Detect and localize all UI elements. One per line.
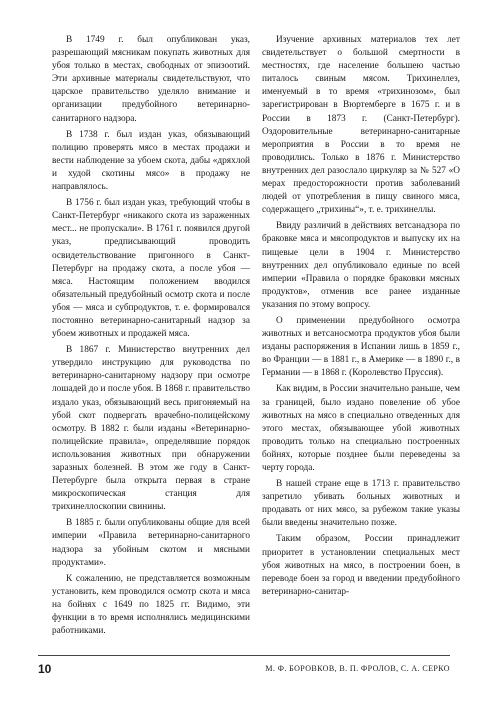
paragraph: В 1867 г. Министерство внутренних дел утвердило инструкцию для руководства по ветеринарно-санитарному надзору при осмотре лошадей до и после убоя. В 1868 г. правительство издало указ, обязывающий весь пригоняемый на убой скот подвергать врачебно-полицейскому осмотру. В 1882 г. были изданы «Ветеринарно-полицейские правила», определявшие порядок использования животных при обнаружении заразных болезней. В этом же году в Санкт-Петербурге была открыта первая в стране микроскопическая станция для трихинеллоскопии свинины. xyxy=(52,345,250,513)
paragraph: В 1756 г. был издан указ, требующий чтобы в Санкт-Петербург «никакого скота из зараженных мест... не пропускали». В 1761 г. появился другой указ, предписывающий проводить освидетельствование пригонного в Санкт-Петербург на продажу скота, а после убоя — мяса. Настоящим положением вводился обязательный предубойный осмотр скота и после убоя — мяса и субпродуктов, т. е. формировался постоянно ветеринарно-санитарный надзор за убоем животных и продажей мяса. xyxy=(52,198,250,340)
page-number: 10 xyxy=(38,662,52,676)
paragraph: К сожалению, не представляется возможным установить, кем проводился осмотр скота и мяса на бойнях с 1649 по 1825 гг. Видимо, эти функции в то время исполнялись медицинскими работниками. xyxy=(52,573,250,637)
paragraph: В 1885 г. были опубликованы общие для всей империи «Правила ветеринарно-санитарного надзора за убойным скотом и мясными продуктами». xyxy=(52,518,250,568)
right-column xyxy=(262,34,460,599)
running-head-authors: М. Ф. БОРОВКОВ, В. П. ФРОЛОВ, С. А. СЕРКО xyxy=(265,664,450,673)
page-footer xyxy=(38,655,450,676)
paragraph: О применении предубойного осмотра животных и ветсаносмотра продуктов убоя были изданы распоряжения в Испании лишь в 1859 г., во Франции — в 1881 г., в Америке — в 1890 г., в Германии — в 1868 г. (Королевство Пруссия). xyxy=(262,315,460,379)
paragraph: Изучение архивных материалов тех лет свидетельствует о большой смертности в местностях, где население большею частью питалось свиным мясом. Трихинеллез, именуемый в то время «трихинозом», был зарегистрирован в Вюртемберге в 1675 г. и в России в 1873 г. (Санкт-Петербург). Оздоровительные ветеринарно-санитарные мероприятия в России в то время не проводились. Только в 1876 г. Министерство внутренних дел разослало циркуляр за № 527 «О мерах предосторожности против заболеваний людей от употребления в пищу свиного мяса, содержащего „трихины“», т. е. трихинеллы. xyxy=(262,35,460,216)
paragraph: Ввиду различий в действиях ветсанадзора по браковке мяса и мясопродуктов и выпуску их на пищевые цели в 1904 г. Министерство внутренних дел опубликовало единые по всей империи «Правила о порядке браковки мясных продуктов», отменив все ранее изданные указания по этому вопросу. xyxy=(262,221,460,310)
paragraph: В 1738 г. был издан указ, обязывающий полицию проверять мясо в местах продажи и вести наблюдение за убоем скота, дабы «дряхлой и худой скотины мясо» в продажу не направлялось. xyxy=(52,129,250,193)
paragraph: В 1749 г. был опубликован указ, разрешающий мясникам покупать животных для убоя только в местах, свободных от эпизоотий. Эти архивные материалы свидетельствуют, что царское правительство уделяло внимание и организации предубойного ветеринарно-санитарного надзора. xyxy=(52,35,250,124)
paragraph: В нашей стране еще в 1713 г. правительство запретило убивать больных животных и продавать от них мясо, за рубежом такие указы были введены значительно позже. xyxy=(262,479,460,529)
left-column xyxy=(52,34,250,638)
paragraph: Как видим, в России значительно раньше, чем за границей, было издано повеление об убое животных на мясо в специально отведенных для этого местах, обязывающее убой животных проводить только на специально построенных бойнях, которые позднее были переведены за черту города. xyxy=(262,384,460,473)
paragraph: Таким образом, России принадлежит приоритет в установлении специальных мест убоя животных на мясо, в построении боен, в переводе боен за город и введении предубойного ветеринарно-санитар- xyxy=(262,534,460,597)
